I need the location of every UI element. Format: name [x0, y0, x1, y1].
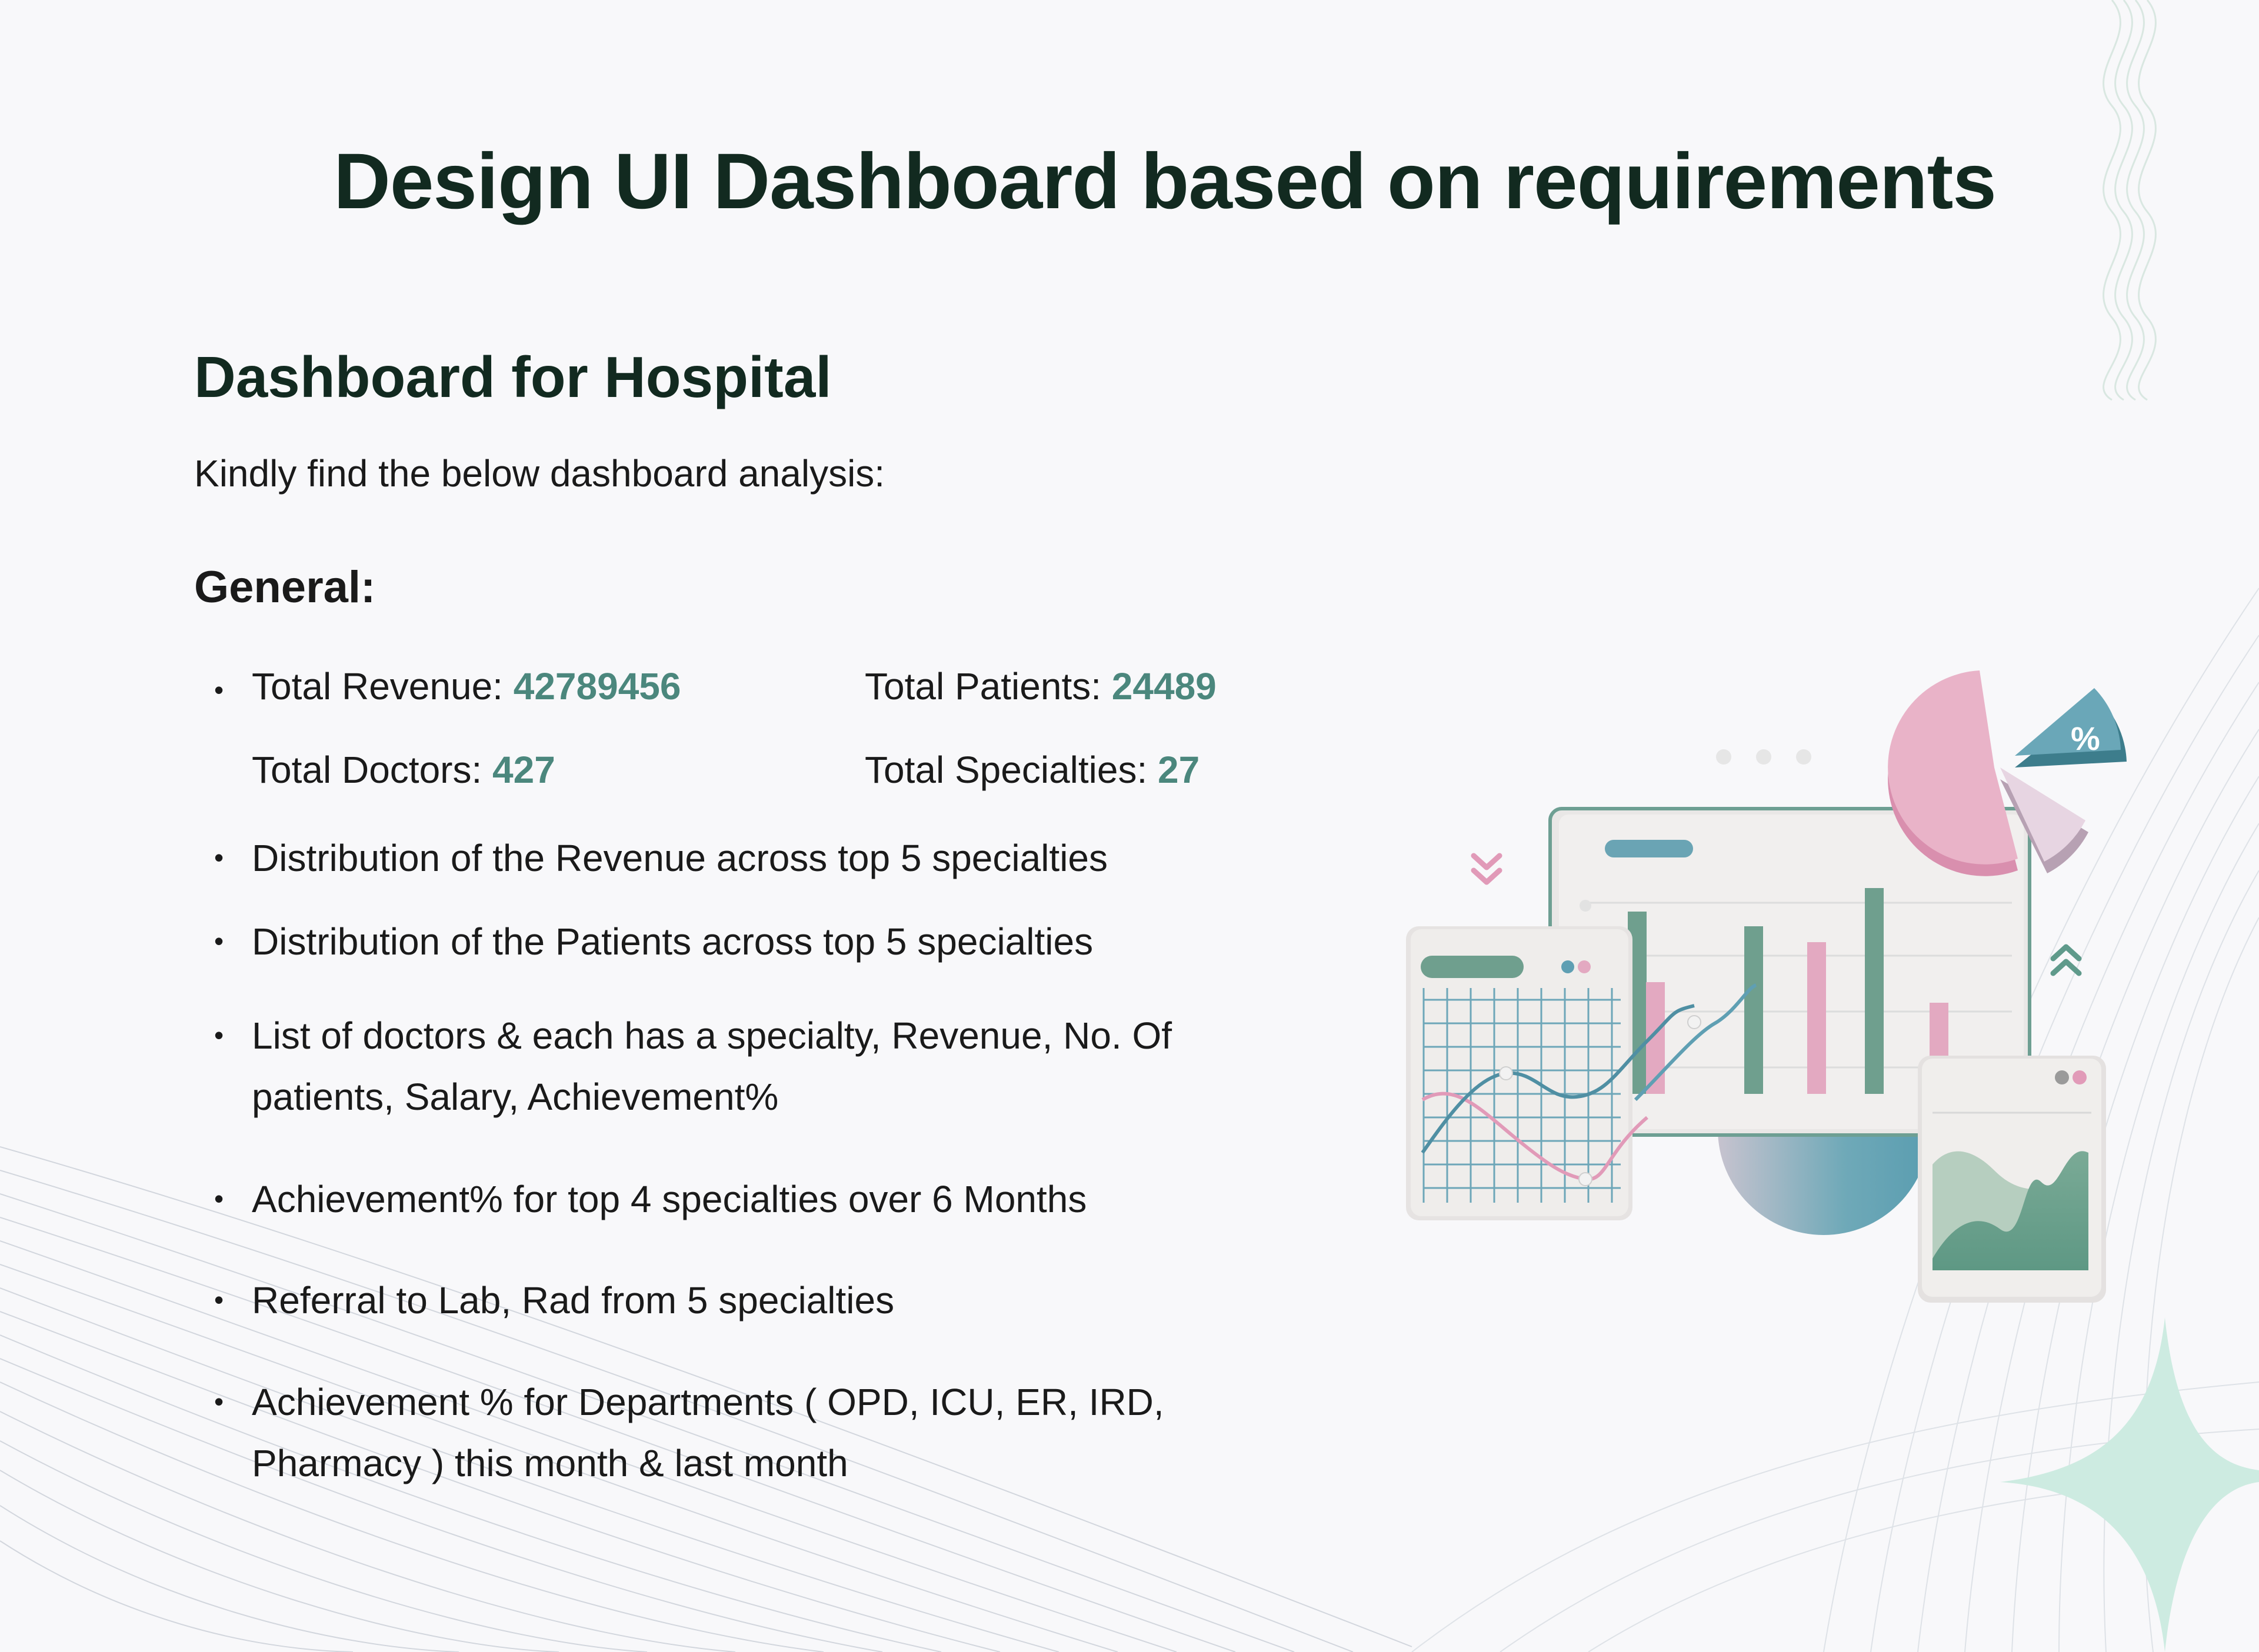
- intro-text: Kindly find the below dashboard analysis:: [194, 452, 885, 495]
- bullet: [214, 1388, 227, 1401]
- bullet: [214, 1022, 227, 1034]
- metric-total-revenue: [252, 665, 681, 708]
- semicircle-shape: [1718, 1129, 1930, 1235]
- requirement-item: Distribution of the Patients across top 5 specialties: [252, 920, 1094, 963]
- bullet: [214, 927, 227, 940]
- metric-value: 42789456: [513, 665, 681, 707]
- general-heading: General:: [194, 562, 376, 612]
- metric-total-patients: [865, 665, 1217, 708]
- sparkle-shape: [2000, 1317, 2259, 1652]
- pie-chart: [1888, 670, 2127, 876]
- bullet: [214, 676, 227, 689]
- metric-value: 27: [1158, 749, 1200, 791]
- requirement-item: Achievement % for Departments ( OPD, ICU, ER, IRD, Pharmacy ) this month & last month: [252, 1381, 1164, 1484]
- metric-label: Total Doctors:: [252, 749, 493, 791]
- bullet: [214, 844, 227, 857]
- metric-label: Total Specialties:: [865, 749, 1158, 791]
- chevron-down-icon: [1474, 856, 1500, 882]
- dashboard-illustration: [1388, 635, 2153, 1317]
- bullet: [214, 1185, 227, 1198]
- metric-value: 427: [492, 749, 555, 791]
- dots-icon: [1716, 749, 1811, 765]
- bullet: [214, 1286, 227, 1299]
- chevron-up-icon: [2053, 947, 2079, 973]
- metric-label: Total Revenue:: [252, 665, 514, 707]
- requirement-item: Distribution of the Revenue across top 5 specialties: [252, 837, 1108, 879]
- metric-value: 24489: [1111, 665, 1217, 707]
- page-title: Design UI Dashboard based on requirements: [334, 138, 1996, 225]
- metric-total-doctors: [252, 748, 555, 792]
- requirement-item: List of doctors & each has a specialty, Revenue, No. Of patients, Salary, Achievement%: [252, 1014, 1172, 1118]
- percent-icon: %: [2071, 720, 2100, 757]
- section-title: Dashboard for Hospital: [194, 345, 832, 409]
- metric-label: Total Patients:: [865, 665, 1112, 707]
- metric-total-specialties: [865, 748, 1200, 792]
- requirement-item: Achievement% for top 4 specialties over 6 Months: [252, 1178, 1087, 1220]
- requirement-item: Referral to Lab, Rad from 5 specialties: [252, 1279, 895, 1321]
- area-chart-card: [1918, 1056, 2106, 1303]
